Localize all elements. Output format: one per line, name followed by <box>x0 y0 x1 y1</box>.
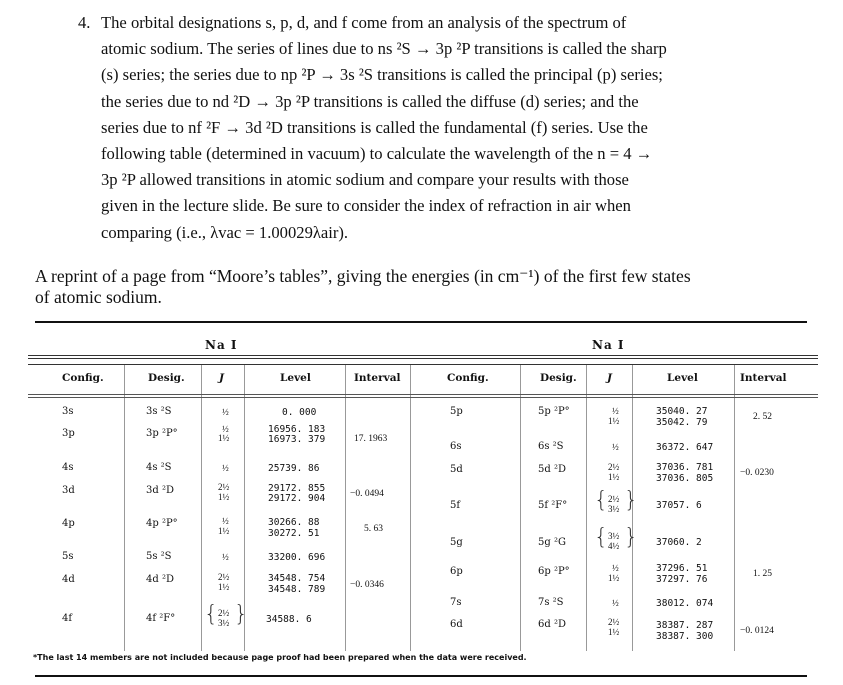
j-cell: 1½ <box>608 472 620 482</box>
config-cell: 4f <box>62 613 73 624</box>
header-j: J <box>219 372 224 384</box>
header-config-right: Config. <box>447 372 489 384</box>
j-cell: 1½ <box>218 492 230 502</box>
level-cell: 38387. 300 <box>656 631 714 642</box>
table-top-rule <box>35 321 807 323</box>
desig-cell: 4d ²D <box>146 574 174 585</box>
config-cell: 5g <box>450 537 463 548</box>
desig-cell: 4p ²P° <box>146 518 178 529</box>
desig-cell: 6s ²S <box>538 441 564 452</box>
interval-cell: 2. 52 <box>753 412 772 422</box>
table-rule-3 <box>28 364 818 365</box>
j-cell: 2½ <box>608 494 620 504</box>
col-sep <box>520 365 521 651</box>
right-brace-glyph: } <box>234 602 248 627</box>
j-cell: 2½ <box>218 608 230 618</box>
desig-cell: 5p ²P° <box>538 406 570 417</box>
header-level: Level <box>280 372 311 384</box>
desig-cell: 3s ²S <box>146 406 172 417</box>
level-cell: 30266. 88 <box>268 517 320 528</box>
desig-cell: 5f ²F° <box>538 500 568 511</box>
desig-cell: 5g ²G <box>538 537 566 548</box>
level-cell: 37060. 2 <box>656 537 702 548</box>
config-cell: 6p <box>450 566 463 577</box>
level-cell: 34548. 754 <box>268 573 326 584</box>
desig-cell: 4s ²S <box>146 462 172 473</box>
problem-line-1: The orbital designations s, p, d, and f come from an analysis of the spectrum of <box>101 13 627 32</box>
config-cell: 4d <box>62 574 75 585</box>
level-cell: 16956. 183 <box>268 424 326 435</box>
config-cell: 6d <box>450 619 463 630</box>
table-footnote: *The last 14 members are not included because page proof had been prepared when the data were received. <box>33 653 527 662</box>
reprint-line-2: of atomic sodium. <box>35 287 162 307</box>
j-cell: 1½ <box>608 573 620 583</box>
level-cell: 37036. 781 <box>656 462 714 473</box>
j-cell: ½ <box>222 424 229 434</box>
problem-line-4: the series due to nd ²D → 3p ²P transitions is called the diffuse (d) series; and the <box>101 91 639 111</box>
j-cell: ½ <box>612 598 619 608</box>
level-cell: 25739. 86 <box>268 463 320 474</box>
header-level-right: Level <box>667 372 698 384</box>
j-cell: ½ <box>222 552 229 562</box>
table-bottom-rule <box>35 675 807 677</box>
j-cell: 3½ <box>608 531 620 541</box>
level-cell: 16973. 379 <box>268 434 326 445</box>
j-cell: 2½ <box>608 462 620 472</box>
level-cell: 37296. 51 <box>656 563 708 574</box>
problem-line-2: atomic sodium. The series of lines due to ns ²S → 3p ²P transitions is called the sharp <box>101 39 667 59</box>
level-cell: 34588. 6 <box>266 614 312 625</box>
j-cell: 1½ <box>608 627 620 637</box>
col-sep <box>586 365 587 651</box>
config-cell: 5d <box>450 464 463 475</box>
problem-text <box>78 10 768 246</box>
j-cell: 3½ <box>218 618 230 628</box>
j-cell: 1½ <box>218 582 230 592</box>
level-cell: 33200. 696 <box>268 552 326 563</box>
config-cell: 3s <box>62 406 74 417</box>
config-cell: 6s <box>450 441 462 452</box>
left-brace-glyph: { <box>204 602 218 627</box>
header-desig-right: Desig. <box>540 372 577 384</box>
problem-number: 4. <box>78 13 91 32</box>
desig-cell: 5d ²D <box>538 464 566 475</box>
j-cell: 2½ <box>218 572 230 582</box>
level-cell: 38012. 074 <box>656 598 714 609</box>
right-brace-glyph: } <box>624 525 638 550</box>
interval-cell: 17. 1963 <box>354 434 388 444</box>
level-cell: 0. 000 <box>282 407 317 418</box>
j-cell: 2½ <box>218 482 230 492</box>
problem-line-9: comparing (i.e., λvac = 1.00029λair). <box>101 222 349 242</box>
right-brace-glyph: } <box>624 488 638 513</box>
j-cell: ½ <box>222 516 229 526</box>
header-interval-right: Interval <box>740 372 787 384</box>
desig-cell: 5s ²S <box>146 551 172 562</box>
level-cell: 35042. 79 <box>656 417 708 428</box>
config-cell: 4p <box>62 518 75 529</box>
j-cell: 1½ <box>608 416 620 426</box>
j-cell: 4½ <box>608 541 620 551</box>
level-cell: 35040. 27 <box>656 406 708 417</box>
problem-line-3: (s) series; the series due to np ²P → 3s ²S transitions is called the principal (p) series; <box>101 65 663 85</box>
header-rule-1 <box>28 394 818 395</box>
header-desig: Desig. <box>148 372 185 384</box>
level-cell: 30272. 51 <box>268 528 320 539</box>
j-cell: ½ <box>612 406 619 416</box>
config-cell: 7s <box>450 597 462 608</box>
col-sep <box>410 365 411 651</box>
table-title-right: Na I <box>592 338 625 352</box>
j-cell: ½ <box>612 442 619 452</box>
level-cell: 29172. 855 <box>268 483 326 494</box>
col-sep <box>734 365 735 651</box>
j-cell: ½ <box>222 463 229 473</box>
level-cell: 34548. 789 <box>268 584 326 595</box>
level-cell: 29172. 904 <box>268 493 326 504</box>
desig-cell: 6p ²P° <box>538 566 570 577</box>
desig-cell: 4f ²F° <box>146 613 176 624</box>
j-cell: 3½ <box>608 504 620 514</box>
interval-cell: −0. 0124 <box>740 626 774 636</box>
desig-cell: 7s ²S <box>538 597 564 608</box>
config-cell: 3d <box>62 485 75 496</box>
desig-cell: 3d ²D <box>146 485 174 496</box>
interval-cell: 1. 25 <box>753 569 772 579</box>
desig-cell: 6d ²D <box>538 619 566 630</box>
reprint-line-1: A reprint of a page from “Moore’s tables”, giving the energies (in cm⁻¹) of the first few states <box>35 266 691 286</box>
level-cell: 37057. 6 <box>656 500 702 511</box>
interval-cell: −0. 0230 <box>740 468 774 478</box>
col-sep <box>345 365 346 651</box>
problem-line-6: following table (determined in vacuum) to calculate the wavelength of the n = 4 → <box>101 144 653 164</box>
problem-line-8: given in the lecture slide. Be sure to consider the index of refraction in air when <box>101 196 631 216</box>
header-j-right: J <box>607 372 612 384</box>
level-cell: 37297. 76 <box>656 574 708 585</box>
table-rule-2 <box>28 358 818 359</box>
j-cell: ½ <box>612 563 619 573</box>
config-cell: 3p <box>62 428 75 439</box>
col-sep <box>124 365 125 651</box>
j-cell: 1½ <box>218 433 230 443</box>
left-brace-glyph: { <box>594 488 608 513</box>
config-cell: 5s <box>62 551 74 562</box>
col-sep <box>201 365 202 651</box>
left-brace-glyph: { <box>594 525 608 550</box>
problem-line-5: series due to nf ²F → 3d ²D transitions is called the fundamental (f) series. Use the <box>101 117 648 137</box>
level-cell: 37036. 805 <box>656 473 714 484</box>
header-interval: Interval <box>354 372 401 384</box>
config-cell: 5p <box>450 406 463 417</box>
interval-cell: −0. 0494 <box>350 489 384 499</box>
j-cell: ½ <box>222 407 229 417</box>
config-cell: 4s <box>62 462 74 473</box>
reprint-caption <box>35 266 815 308</box>
level-cell: 38387. 287 <box>656 620 714 631</box>
interval-cell: 5. 63 <box>364 524 383 534</box>
header-config: Config. <box>62 372 104 384</box>
table-title-left: Na I <box>205 338 238 352</box>
level-cell: 36372. 647 <box>656 442 714 453</box>
j-cell: 1½ <box>218 526 230 536</box>
header-rule-2 <box>28 397 818 398</box>
config-cell: 5f <box>450 500 461 511</box>
desig-cell: 3p ²P° <box>146 428 178 439</box>
problem-line-7: 3p ²P allowed transitions in atomic sodium and compare your results with those <box>101 170 629 190</box>
table-rule-1 <box>28 355 818 356</box>
j-cell: 2½ <box>608 617 620 627</box>
interval-cell: −0. 0346 <box>350 580 384 590</box>
